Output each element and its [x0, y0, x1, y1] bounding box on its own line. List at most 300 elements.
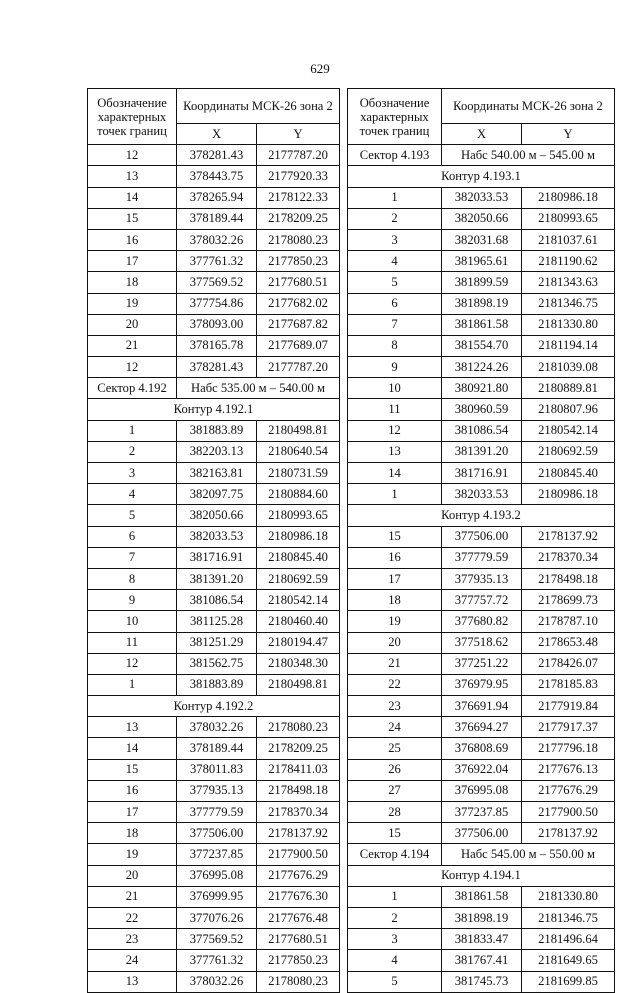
point-number: 22	[88, 907, 177, 928]
coord-y: 2177900.50	[522, 802, 615, 823]
coord-y: 2177689.07	[257, 335, 340, 356]
sector-height-range: Набс 545.00 м – 550.00 м	[442, 844, 615, 865]
coord-y: 2178209.25	[257, 208, 340, 229]
point-number: 18	[348, 590, 442, 611]
point-number: 18	[88, 823, 177, 844]
point-number: 20	[88, 865, 177, 886]
point-number: 5	[88, 505, 177, 526]
coord-x: 381391.20	[177, 568, 257, 589]
coord-x: 382033.53	[442, 484, 522, 505]
point-number: 28	[348, 802, 442, 823]
point-number: 8	[348, 335, 442, 356]
coord-x: 382033.53	[442, 187, 522, 208]
coord-y: 2180845.40	[257, 547, 340, 568]
coord-x: 377076.26	[177, 907, 257, 928]
point-number: 10	[88, 611, 177, 632]
coord-x: 381562.75	[177, 653, 257, 674]
coord-y: 2177900.50	[257, 844, 340, 865]
coord-y: 2178185.83	[522, 674, 615, 695]
coord-x: 378189.44	[177, 738, 257, 759]
contour-label: Контур 4.193.1	[348, 166, 615, 187]
table-row	[348, 399, 615, 420]
point-number: 13	[88, 166, 177, 187]
coord-x: 378032.26	[177, 971, 257, 992]
point-number: 25	[348, 738, 442, 759]
coord-x: 378189.44	[177, 208, 257, 229]
coord-x: 377935.13	[177, 780, 257, 801]
header-point-label: Обозначение характерных точек границ	[348, 89, 442, 145]
coord-x: 376995.08	[177, 865, 257, 886]
coord-y: 2181037.61	[522, 229, 615, 250]
coord-x: 381899.59	[442, 272, 522, 293]
contour-row	[348, 865, 615, 886]
coord-x: 382097.75	[177, 484, 257, 505]
coord-y: 2178370.34	[522, 547, 615, 568]
coord-x: 382203.13	[177, 441, 257, 462]
contour-label: Контур 4.193.2	[348, 505, 615, 526]
table-row	[88, 632, 340, 653]
coord-x: 376808.69	[442, 738, 522, 759]
table-row	[348, 272, 615, 293]
table-row	[348, 378, 615, 399]
coord-y: 2180692.59	[522, 441, 615, 462]
coord-x: 377680.82	[442, 611, 522, 632]
coord-x: 377569.52	[177, 929, 257, 950]
point-number: 16	[348, 547, 442, 568]
contour-label: Контур 4.192.1	[88, 399, 340, 420]
table-row	[88, 802, 340, 823]
point-number: 10	[348, 378, 442, 399]
coord-x: 381883.89	[177, 674, 257, 695]
header-x: X	[177, 124, 257, 145]
point-number: 23	[348, 696, 442, 717]
coord-y: 2178080.23	[257, 229, 340, 250]
point-number: 14	[88, 738, 177, 759]
point-number: 26	[348, 759, 442, 780]
coord-y: 2177682.02	[257, 293, 340, 314]
point-number: 6	[88, 526, 177, 547]
point-number: 2	[348, 907, 442, 928]
coord-y: 2180194.47	[257, 632, 340, 653]
table-row	[88, 187, 340, 208]
table-row	[348, 484, 615, 505]
table-row	[348, 547, 615, 568]
point-number: 12	[88, 357, 177, 378]
coord-x: 381716.91	[177, 547, 257, 568]
coord-x: 377761.32	[177, 251, 257, 272]
sector-label: Сектор 4.194	[348, 844, 442, 865]
table-row	[348, 229, 615, 250]
contour-label: Контур 4.192.2	[88, 696, 340, 717]
coord-y: 2181496.64	[522, 929, 615, 950]
point-number: 17	[88, 802, 177, 823]
table-row	[88, 335, 340, 356]
coord-x: 377506.00	[177, 823, 257, 844]
coord-x: 378032.26	[177, 717, 257, 738]
coord-y: 2180498.81	[257, 420, 340, 441]
point-number: 20	[88, 314, 177, 335]
coord-y: 2180986.18	[522, 484, 615, 505]
table-row	[88, 166, 340, 187]
table-row	[88, 653, 340, 674]
contour-row	[88, 696, 340, 717]
header-y: Y	[257, 124, 340, 145]
point-number: 16	[88, 780, 177, 801]
coord-y: 2177680.51	[257, 929, 340, 950]
point-number: 9	[88, 590, 177, 611]
coord-x: 378265.94	[177, 187, 257, 208]
table-row	[88, 929, 340, 950]
table-row	[88, 611, 340, 632]
coord-y: 2178426.07	[522, 653, 615, 674]
point-number: 9	[348, 357, 442, 378]
table-row	[88, 547, 340, 568]
coord-y: 2180845.40	[522, 463, 615, 484]
coord-x: 382050.66	[177, 505, 257, 526]
table-row	[88, 272, 340, 293]
point-number: 4	[88, 484, 177, 505]
table-row	[88, 463, 340, 484]
coord-y: 2178137.92	[522, 823, 615, 844]
table-row	[348, 950, 615, 971]
table-row	[348, 823, 615, 844]
coord-y: 2180460.40	[257, 611, 340, 632]
point-number: 12	[348, 420, 442, 441]
point-number: 21	[348, 653, 442, 674]
table-row	[348, 420, 615, 441]
table-row	[88, 590, 340, 611]
coord-y: 2181343.63	[522, 272, 615, 293]
table-row	[348, 208, 615, 229]
table-row	[348, 314, 615, 335]
coord-y: 2177919.84	[522, 696, 615, 717]
coord-x: 378011.83	[177, 759, 257, 780]
table-row	[88, 950, 340, 971]
coord-y: 2180640.54	[257, 441, 340, 462]
table-row	[88, 293, 340, 314]
coord-x: 381767.41	[442, 950, 522, 971]
point-number: 23	[88, 929, 177, 950]
point-number: 19	[348, 611, 442, 632]
sector-row	[348, 844, 615, 865]
coord-y: 2178411.03	[257, 759, 340, 780]
coord-y: 2180498.81	[257, 674, 340, 695]
point-number: 20	[348, 632, 442, 653]
coord-x: 380960.59	[442, 399, 522, 420]
contour-row	[348, 505, 615, 526]
table-row	[348, 653, 615, 674]
coord-x: 376922.04	[442, 759, 522, 780]
sector-row	[88, 378, 340, 399]
coord-y: 2178370.34	[257, 802, 340, 823]
coord-y: 2177676.13	[522, 759, 615, 780]
point-number: 13	[88, 971, 177, 992]
table-row	[348, 696, 615, 717]
point-number: 2	[348, 208, 442, 229]
coord-y: 2180993.65	[257, 505, 340, 526]
point-number: 11	[348, 399, 442, 420]
point-number: 24	[88, 950, 177, 971]
header-point-label: Обозначение характерных точек границ	[88, 89, 177, 145]
coord-y: 2180348.30	[257, 653, 340, 674]
coord-y: 2177676.29	[257, 865, 340, 886]
table-row	[348, 632, 615, 653]
point-number: 3	[348, 929, 442, 950]
coord-y: 2177917.37	[522, 717, 615, 738]
point-number: 12	[88, 145, 177, 166]
point-number: 15	[88, 759, 177, 780]
table-row	[348, 802, 615, 823]
point-number: 8	[88, 568, 177, 589]
coord-y: 2178122.33	[257, 187, 340, 208]
table-row	[88, 907, 340, 928]
point-number: 19	[88, 844, 177, 865]
coord-x: 378443.75	[177, 166, 257, 187]
table-row	[88, 208, 340, 229]
sector-height-range: Набс 535.00 м – 540.00 м	[177, 378, 340, 399]
coord-y: 2178498.18	[257, 780, 340, 801]
table-row	[348, 907, 615, 928]
point-number: 16	[88, 229, 177, 250]
coord-x: 381898.19	[442, 907, 522, 928]
coord-y: 2180884.60	[257, 484, 340, 505]
table-row	[88, 886, 340, 907]
coord-y: 2177676.29	[522, 780, 615, 801]
coord-x: 378281.43	[177, 357, 257, 378]
coord-x: 381861.58	[442, 886, 522, 907]
coord-y: 2178699.73	[522, 590, 615, 611]
coord-x: 380921.80	[442, 378, 522, 399]
table-row	[348, 971, 615, 992]
point-number: 1	[88, 420, 177, 441]
coord-x: 382163.81	[177, 463, 257, 484]
coord-x: 381391.20	[442, 441, 522, 462]
table-row	[348, 780, 615, 801]
coord-x: 381883.89	[177, 420, 257, 441]
point-number: 17	[88, 251, 177, 272]
point-number: 7	[88, 547, 177, 568]
coord-x: 376694.27	[442, 717, 522, 738]
coord-y: 2180542.14	[257, 590, 340, 611]
coord-y: 2177680.51	[257, 272, 340, 293]
point-number: 12	[88, 653, 177, 674]
point-number: 22	[348, 674, 442, 695]
table-row	[88, 484, 340, 505]
coord-x: 376995.08	[442, 780, 522, 801]
coord-y: 2181330.80	[522, 886, 615, 907]
point-number: 5	[348, 272, 442, 293]
point-number: 18	[88, 272, 177, 293]
coord-x: 381833.47	[442, 929, 522, 950]
coord-y: 2178080.23	[257, 717, 340, 738]
coord-x: 377506.00	[442, 823, 522, 844]
table-row	[348, 526, 615, 547]
coord-y: 2180807.96	[522, 399, 615, 420]
coord-y: 2177920.33	[257, 166, 340, 187]
table-row	[88, 971, 340, 992]
point-number: 13	[88, 717, 177, 738]
coord-x: 381554.70	[442, 335, 522, 356]
table-row	[348, 611, 615, 632]
coord-y: 2178137.92	[257, 823, 340, 844]
table-row	[348, 251, 615, 272]
coord-x: 381965.61	[442, 251, 522, 272]
table-row	[348, 738, 615, 759]
coordinates-table-right	[347, 88, 615, 993]
point-number: 1	[88, 674, 177, 695]
table-row	[348, 929, 615, 950]
table-row	[88, 441, 340, 462]
point-number: 2	[88, 441, 177, 462]
table-row	[348, 293, 615, 314]
coord-x: 377237.85	[177, 844, 257, 865]
table-row	[348, 759, 615, 780]
table-row	[88, 759, 340, 780]
table-row	[88, 229, 340, 250]
table-row	[348, 568, 615, 589]
table-row	[348, 187, 615, 208]
sector-label: Сектор 4.192	[88, 378, 177, 399]
coord-y: 2181346.75	[522, 907, 615, 928]
sector-label: Сектор 4.193	[348, 145, 442, 166]
table-row	[348, 335, 615, 356]
table-row	[88, 738, 340, 759]
point-number: 3	[348, 229, 442, 250]
coord-y: 2178080.23	[257, 971, 340, 992]
header-coord-title: Координаты МСК-26 зона 2	[442, 89, 615, 124]
table-row	[348, 463, 615, 484]
coord-x: 382033.53	[177, 526, 257, 547]
point-number: 21	[88, 886, 177, 907]
point-number: 5	[348, 971, 442, 992]
table-row	[348, 717, 615, 738]
coord-x: 378165.78	[177, 335, 257, 356]
coord-x: 381898.19	[442, 293, 522, 314]
table-row	[88, 780, 340, 801]
point-number: 11	[88, 632, 177, 653]
table-row	[348, 674, 615, 695]
coord-y: 2177850.23	[257, 950, 340, 971]
coord-x: 377518.62	[442, 632, 522, 653]
point-number: 14	[348, 463, 442, 484]
point-number: 6	[348, 293, 442, 314]
coord-y: 2178787.10	[522, 611, 615, 632]
coord-x: 377569.52	[177, 272, 257, 293]
coord-x: 377251.22	[442, 653, 522, 674]
point-number: 4	[348, 950, 442, 971]
point-number: 3	[88, 463, 177, 484]
coord-y: 2177676.48	[257, 907, 340, 928]
coord-x: 381251.29	[177, 632, 257, 653]
coord-y: 2180986.18	[522, 187, 615, 208]
point-number: 13	[348, 441, 442, 462]
coord-x: 382031.68	[442, 229, 522, 250]
coord-x: 381086.54	[442, 420, 522, 441]
table-row	[88, 844, 340, 865]
header-x: X	[442, 124, 522, 145]
header-coord-title: Координаты МСК-26 зона 2	[177, 89, 340, 124]
point-number: 7	[348, 314, 442, 335]
coord-y: 2178137.92	[522, 526, 615, 547]
coord-y: 2177850.23	[257, 251, 340, 272]
contour-label: Контур 4.194.1	[348, 865, 615, 886]
point-number: 1	[348, 187, 442, 208]
coord-y: 2180692.59	[257, 568, 340, 589]
coord-y: 2180731.59	[257, 463, 340, 484]
table-row	[88, 505, 340, 526]
coord-y: 2181190.62	[522, 251, 615, 272]
table-row	[88, 357, 340, 378]
coord-x: 376999.95	[177, 886, 257, 907]
coord-x: 376979.95	[442, 674, 522, 695]
coord-x: 378093.00	[177, 314, 257, 335]
point-number: 15	[88, 208, 177, 229]
coord-x: 377237.85	[442, 802, 522, 823]
page-number: 629	[310, 61, 330, 76]
table-row	[88, 314, 340, 335]
coord-x: 381125.28	[177, 611, 257, 632]
header-y: Y	[522, 124, 615, 145]
table-row	[88, 526, 340, 547]
coord-x: 382050.66	[442, 208, 522, 229]
coord-y: 2181330.80	[522, 314, 615, 335]
table-row	[88, 717, 340, 738]
table-row	[348, 441, 615, 462]
coord-x: 377779.59	[442, 547, 522, 568]
coord-x: 377754.86	[177, 293, 257, 314]
coord-x: 376691.94	[442, 696, 522, 717]
table-row	[348, 590, 615, 611]
coord-y: 2181194.14	[522, 335, 615, 356]
table-row	[88, 823, 340, 844]
coord-y: 2177787.20	[257, 357, 340, 378]
coord-x: 381224.26	[442, 357, 522, 378]
point-number: 14	[88, 187, 177, 208]
coord-y: 2178653.48	[522, 632, 615, 653]
coord-x: 381745.73	[442, 971, 522, 992]
sector-height-range: Набс 540.00 м – 545.00 м	[442, 145, 615, 166]
table-row	[88, 674, 340, 695]
coord-y: 2181346.75	[522, 293, 615, 314]
table-row	[88, 568, 340, 589]
point-number: 24	[348, 717, 442, 738]
table-row	[88, 865, 340, 886]
point-number: 4	[348, 251, 442, 272]
point-number: 27	[348, 780, 442, 801]
coord-y: 2177787.20	[257, 145, 340, 166]
coord-x: 378032.26	[177, 229, 257, 250]
point-number: 19	[88, 293, 177, 314]
coord-y: 2180993.65	[522, 208, 615, 229]
contour-row	[348, 166, 615, 187]
point-number: 1	[348, 484, 442, 505]
coord-y: 2177687.82	[257, 314, 340, 335]
coord-x: 377779.59	[177, 802, 257, 823]
coord-y: 2180986.18	[257, 526, 340, 547]
sector-row	[348, 145, 615, 166]
point-number: 21	[88, 335, 177, 356]
table-row	[88, 251, 340, 272]
point-number: 17	[348, 568, 442, 589]
coord-x: 377757.72	[442, 590, 522, 611]
table-row	[88, 420, 340, 441]
coord-y: 2177796.18	[522, 738, 615, 759]
coord-y: 2178498.18	[522, 568, 615, 589]
table-row	[348, 886, 615, 907]
coord-y: 2181039.08	[522, 357, 615, 378]
coordinates-table-left	[87, 88, 340, 993]
coord-y: 2181699.85	[522, 971, 615, 992]
